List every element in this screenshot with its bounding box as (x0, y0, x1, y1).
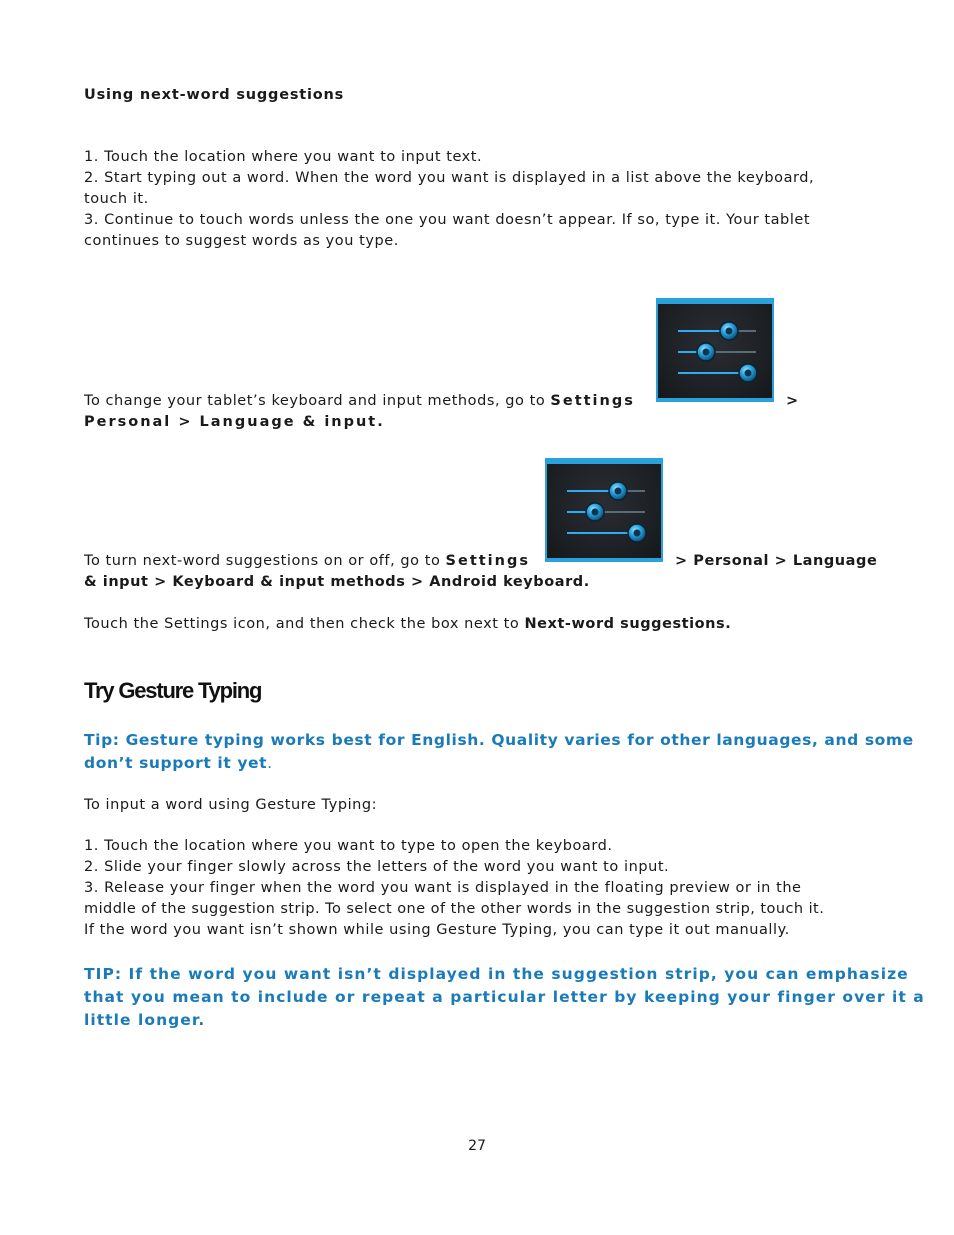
android-keyboard-path: & input > Keyboard & input methods > Android keyboard (84, 574, 584, 590)
gesture-step-1: 1. Touch the location where you want to type to open the keyboard. (84, 838, 613, 854)
gesture-step-2: 2. Slide your finger slowly across the letters of the word you want to input. (84, 859, 670, 875)
keyboard-methods-period: . (377, 414, 384, 430)
step-3-cont: continues to suggest words as you type. (84, 233, 399, 249)
gesture-intro: To input a word using Gesture Typing: (84, 797, 378, 813)
gesture-step-3: 3. Release your finger when the word you want is displayed in the floating preview or in the (84, 880, 802, 896)
gesture-step-3-cont-2: If the word you want isn’t shown while using Gesture Typing, you can type it out manually. (84, 922, 790, 938)
tip-line-2 (84, 752, 273, 775)
tip2-line-3: little longer. (84, 1011, 206, 1029)
next-word-suggestions-label: Next-word suggestions. (524, 616, 732, 632)
keyboard-methods-arrow: > (786, 393, 799, 409)
gesture-typing-heading: Try Gesture Typing (84, 678, 262, 703)
settings-label-2: Settings (445, 553, 530, 569)
keyboard-methods-line2 (84, 412, 383, 433)
toggle-suggestions-line2 (84, 572, 590, 593)
settings-label: Settings (550, 393, 635, 409)
page-number: 27 (468, 1138, 486, 1154)
toggle-suggestions-period: . (583, 574, 590, 590)
touch-settings-para (84, 614, 731, 635)
tip-line-2-text: don’t support it yet (84, 754, 268, 772)
touch-settings-prefix: Touch the Settings icon, and then check the box next to (84, 616, 525, 632)
tip-line-1: Tip: Gesture typing works best for English. Quality varies for other languages, and some (84, 731, 914, 749)
tip-line-2-period: . (267, 754, 273, 772)
settings-sliders-icon (656, 298, 774, 402)
keyboard-methods-prefix: To change your tablet’s keyboard and input methods, go to (84, 393, 551, 409)
step-1: 1. Touch the location where you want to input text. (84, 149, 483, 165)
keyboard-methods-line1 (84, 391, 635, 412)
tip2-line-2: that you mean to include or repeat a particular letter by keeping your finger over it a (84, 988, 925, 1006)
tip2-line-1: TIP: If the word you want isn’t displayed in the suggestion strip, you can emphasize (84, 965, 909, 983)
step-3: 3. Continue to touch words unless the one you want doesn’t appear. If so, type it. Your tablet (84, 212, 811, 228)
section-subheading: Using next-word suggestions (84, 87, 345, 103)
language-input-path: Personal > Language & input (84, 414, 378, 430)
toggle-suggestions-line1 (84, 551, 530, 572)
gesture-step-3-cont: middle of the suggestion strip. To select one of the other words in the suggestion strip, touch it. (84, 901, 825, 917)
step-2-cont: touch it. (84, 191, 149, 207)
toggle-suggestions-path: > Personal > Language (675, 553, 878, 569)
settings-sliders-icon-2 (545, 458, 663, 562)
step-2: 2. Start typing out a word. When the word you want is displayed in a list above the keyboard, (84, 170, 815, 186)
toggle-suggestions-prefix: To turn next-word suggestions on or off, go to (84, 553, 446, 569)
